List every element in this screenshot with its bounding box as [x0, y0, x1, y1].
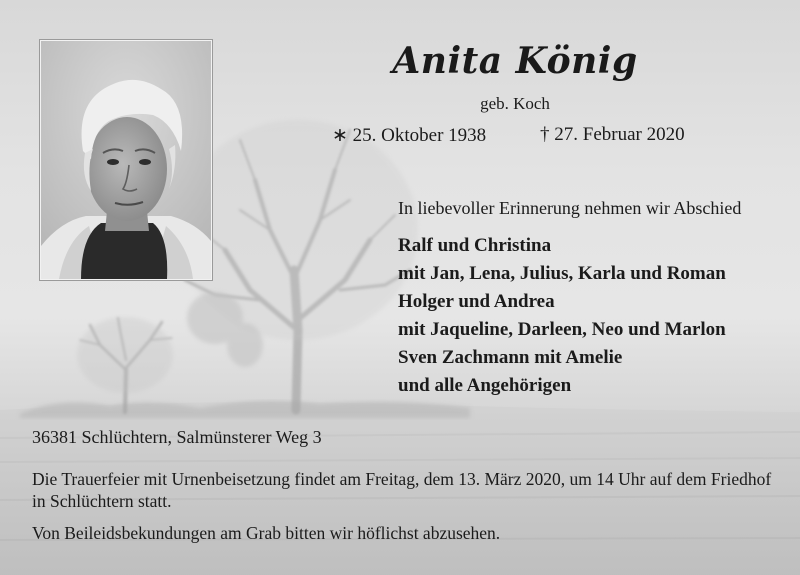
family-line: und alle Angehörigen [398, 375, 572, 396]
family-address: 36381 Schlüchtern, Salmünsterer Weg 3 [32, 427, 322, 447]
family-line: mit Jan, Lena, Julius, Karla und Roman [398, 263, 726, 284]
family-line: mit Jaqueline, Darleen, Neo und Marlon [398, 319, 726, 340]
farewell-intro: In liebevoller Erinnerung nehmen wir Abschied [398, 198, 742, 218]
birth-name: geb. Koch [480, 94, 550, 113]
family-line: Sven Zachmann mit Amelie [398, 347, 623, 368]
death-date: † 27. Februar 2020 [540, 124, 685, 145]
portrait-image [41, 41, 211, 279]
family-line: Ralf und Christina [398, 235, 552, 256]
family-line: Holger und Andrea [398, 291, 555, 312]
portrait-photo [40, 40, 212, 280]
birth-date: ∗ 25. Oktober 1938 [332, 125, 487, 146]
ceremony-info: Die Trauerfeier mit Urnenbeisetzung findet am Freitag, dem 13. März 2020, um 14 Uhr auf dem Friedhof in Schlüchtern statt. [32, 469, 772, 511]
deceased-name: Anita König [392, 40, 638, 82]
family-list [398, 232, 726, 400]
condolence-note: Von Beileidsbekundungen am Grab bitten wir höflichst abzusehen. [32, 523, 501, 543]
